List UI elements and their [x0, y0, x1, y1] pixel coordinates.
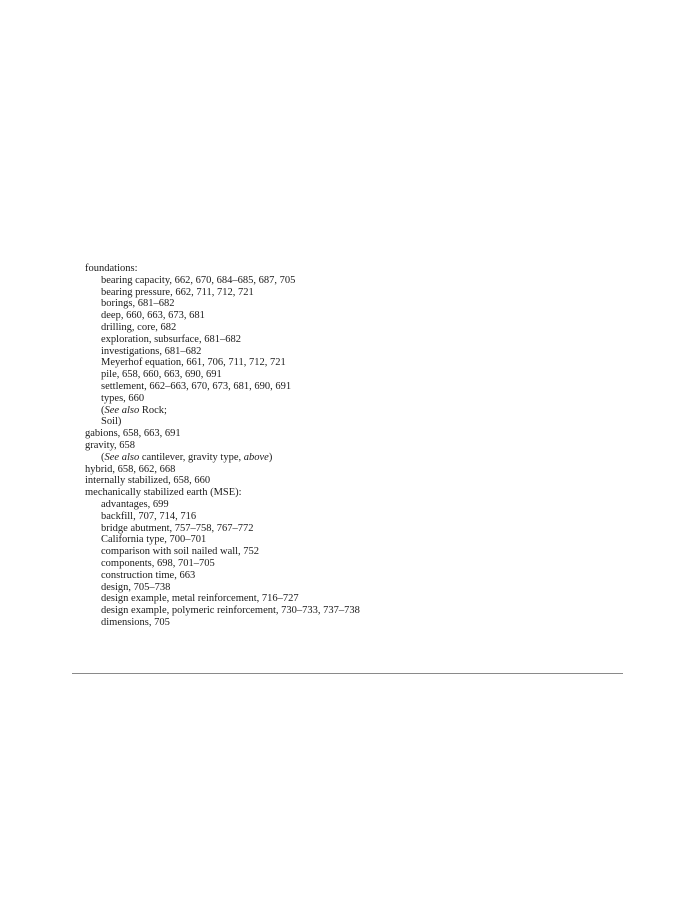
index-sub-entry [85, 275, 645, 287]
index-text: exploration, subsurface, 681–682 [101, 333, 241, 345]
index-text: internally stabilized, 658, 660 [85, 475, 211, 487]
index-text: construction time, 663 [101, 569, 196, 581]
index-text: mechanically stabilized earth (MSE): [85, 487, 242, 499]
index-text: backfill, 707, 714, 716 [101, 510, 197, 522]
index-text: cantilever, gravity type, [139, 451, 244, 463]
index-text: bearing pressure, 662, 711, 712, 721 [101, 286, 254, 298]
index-text: comparison with soil nailed wall, 752 [101, 546, 260, 558]
index-sub-entry [85, 452, 645, 464]
page-rule [72, 673, 623, 674]
index-entries [85, 263, 645, 629]
index-text: design example, metal reinforcement, 716–727 [101, 593, 299, 605]
index-text: Rock; [139, 404, 167, 416]
index-sub-entry [85, 346, 645, 358]
index-italic-text: above [243, 451, 269, 463]
index-text: pile, 658, 660, 663, 690, 691 [101, 369, 222, 381]
index-sub-entry [85, 357, 645, 369]
index-text: design, 705–738 [101, 581, 171, 593]
index-sub-entry [85, 582, 645, 594]
index-sub-entry [85, 534, 645, 546]
index-sub-entry [85, 558, 645, 570]
index-text: drilling, core, 682 [101, 321, 177, 333]
index-sub-entry [85, 405, 645, 417]
index-text: ) [268, 451, 273, 463]
index-sub-entry [85, 334, 645, 346]
index-sub-entry [85, 298, 645, 310]
index-italic-text: See also [104, 451, 140, 463]
index-text: gravity, 658 [85, 439, 136, 451]
index-text: Soil) [101, 416, 122, 428]
index-main-entry [85, 464, 645, 476]
index-sub-entry [85, 593, 645, 605]
index-text: types, 660 [101, 392, 145, 404]
index-main-entry [85, 487, 645, 499]
index-sub-entry [85, 322, 645, 334]
index-sub-entry [85, 546, 645, 558]
index-text: California type, 700–701 [101, 534, 207, 546]
index-sub-entry [85, 570, 645, 582]
index-sub-entry [85, 310, 645, 322]
index-main-entry [85, 475, 645, 487]
index-main-entry [85, 440, 645, 452]
index-text: borings, 681–682 [101, 298, 175, 310]
index-sub-entry [85, 393, 645, 405]
index-sub-entry [85, 523, 645, 535]
index-text: investigations, 681–682 [101, 345, 202, 357]
index-sub-entry [85, 416, 645, 428]
index-text: deep, 660, 663, 673, 681 [101, 310, 205, 322]
index-text: bridge abutment, 757–758, 767–772 [101, 522, 254, 534]
index-text: components, 698, 701–705 [101, 557, 215, 569]
index-text: ( [101, 404, 105, 416]
index-sub-entry [85, 381, 645, 393]
index-sub-entry [85, 605, 645, 617]
index-text: foundations: [85, 263, 138, 274]
index-main-entry [85, 263, 645, 275]
index-text: gabions, 658, 663, 691 [85, 428, 181, 440]
index-italic-text: See also [104, 404, 140, 416]
index-text: settlement, 662–663, 670, 673, 681, 690, 691 [101, 380, 292, 392]
index-text: bearing capacity, 662, 670, 684–685, 687, 705 [101, 274, 296, 286]
index-sub-entry [85, 369, 645, 381]
index-text: advantages, 699 [101, 498, 169, 510]
index-sub-entry [85, 617, 645, 629]
index-text: hybrid, 658, 662, 668 [85, 463, 176, 475]
index-sub-entry [85, 499, 645, 511]
index-sub-entry [85, 511, 645, 523]
index-sub-entry [85, 287, 645, 299]
index-main-entry [85, 428, 645, 440]
index-text: ( [101, 451, 105, 463]
index-text: Meyerhof equation, 661, 706, 711, 712, 721 [101, 357, 286, 369]
index-text: design example, polymeric reinforcement, 730–733, 737–738 [101, 605, 360, 617]
index-text: dimensions, 705 [101, 616, 170, 628]
